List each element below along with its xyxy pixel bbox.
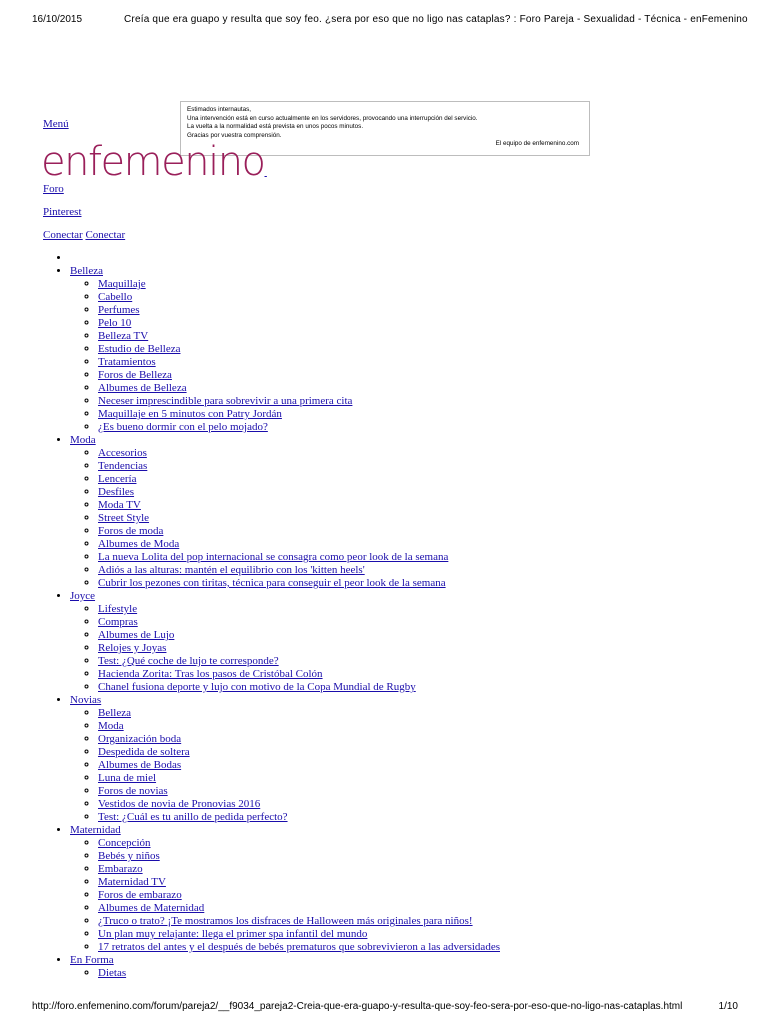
nav-subsection-link[interactable]: Foros de Belleza (98, 369, 172, 381)
nav-subsection-link[interactable]: Maquillaje en 5 minutos con Patry Jordán (98, 408, 282, 420)
nav-subsection-link[interactable]: Albumes de Lujo (98, 629, 175, 641)
nav-subsection-item (98, 330, 743, 343)
connect-link[interactable]: Conectar (85, 229, 126, 241)
nav-subsection-item (98, 655, 743, 668)
nav-subsection-item (98, 317, 743, 330)
nav-subsection-link[interactable]: Test: ¿Qué coche de lujo te corresponde? (98, 655, 279, 667)
nav-subsection-link[interactable]: Neceser imprescindible para sobrevivir a una primera cita (98, 395, 353, 407)
nav-subsection-item (98, 421, 743, 434)
nav-subsection-link[interactable]: Hacienda Zorita: Tras los pasos de Cristóbal Colón (98, 668, 323, 680)
nav-subsection-link[interactable]: Cabello (98, 291, 133, 303)
nav-subsection-item (98, 551, 743, 564)
foro-link[interactable]: Foro (43, 183, 64, 195)
nav-subsection-item (98, 499, 743, 512)
logo-text: enfemenino (41, 139, 265, 185)
nav-subsection-link[interactable]: Belleza (98, 707, 131, 719)
nav-subsection-item (98, 876, 743, 889)
nav-subsection-link[interactable]: Un plan muy relajante: llega el primer spa infantil del mundo (98, 928, 368, 940)
nav-subsection-link[interactable]: Foros de embarazo (98, 889, 182, 901)
nav-subsection-link[interactable]: Accesorios (98, 447, 147, 459)
nav-section-link[interactable]: En Forma (70, 954, 114, 966)
nav-subsection-link[interactable]: Moda TV (98, 499, 141, 511)
nav-subsection-list (70, 603, 743, 694)
nav-subsection-item (98, 850, 743, 863)
nav-section (70, 265, 743, 434)
nav-subsection-list (70, 278, 743, 434)
notice-line: Estimados internautas, (187, 106, 252, 113)
nav-subsection-item (98, 629, 743, 642)
menu-link[interactable]: Menú (43, 118, 69, 130)
nav-subsection-item (98, 408, 743, 421)
nav-subsection-list (70, 707, 743, 824)
nav-subsection-link[interactable]: Concepción (98, 837, 151, 849)
nav-subsection-link[interactable]: Relojes y Joyas (98, 642, 167, 654)
nav-section-link[interactable]: Belleza (70, 265, 103, 277)
nav-subsection-link[interactable]: Foros de moda (98, 525, 164, 537)
nav-subsection-item (98, 798, 743, 811)
nav-subsection-item (98, 785, 743, 798)
nav-subsection-item (98, 928, 743, 941)
nav-subsection-item (98, 577, 743, 590)
nav-section-link[interactable]: Joyce (70, 590, 96, 602)
nav-subsection-link[interactable]: Street Style (98, 512, 150, 524)
site-logo[interactable] (41, 140, 267, 184)
nav-subsection-link[interactable]: Albumes de Belleza (98, 382, 187, 394)
page-number: 1/10 (718, 1001, 738, 1012)
nav-subsection-list (70, 837, 743, 954)
nav-subsection-link[interactable]: Belleza TV (98, 330, 149, 342)
nav-subsection-item (98, 720, 743, 733)
nav-subsection-item (98, 668, 743, 681)
nav-subsection-link[interactable]: Vestidos de novia de Pronovias 2016 (98, 798, 261, 810)
nav-subsection-item (98, 278, 743, 291)
nav-section (70, 954, 743, 980)
nav-subsection-link[interactable]: Maquillaje (98, 278, 146, 290)
nav-subsection-link[interactable]: Maternidad TV (98, 876, 166, 888)
nav-subsection-link[interactable]: Albumes de Maternidad (98, 902, 205, 914)
nav-section-link[interactable]: Maternidad (70, 824, 121, 836)
nav-section (70, 590, 743, 694)
notice-line: Una intervención está en curso actualmente en los servidores, provocando una interrupción del servicio. (187, 114, 478, 122)
nav-subsection-link[interactable]: Tendencias (98, 460, 148, 472)
category-list (43, 252, 743, 980)
nav-subsection-item (98, 538, 743, 551)
notice-line: La vuelta a la normalidad está prevista en unos pocos minutos. (187, 123, 364, 131)
nav-subsection-item (98, 395, 743, 408)
nav-subsection-link[interactable]: Bebés y niños (98, 850, 160, 862)
nav-subsection-link[interactable]: Despedida de soltera (98, 746, 190, 758)
page-url: http://foro.enfemenino.com/forum/pareja2/__f9034_pareja2-Creia-que-era-guapo-y-resulta-que-soy-feo-sera-por-eso-que-no-ligo-nas-cataplas.html (32, 1001, 683, 1012)
nav-subsection-item (98, 603, 743, 616)
nav-subsection-link[interactable]: Albumes de Bodas (98, 759, 182, 771)
notice-signature: El equipo de enfemenino.com (495, 140, 579, 148)
nav-section (70, 434, 743, 590)
nav-subsection-link[interactable]: Chanel fusiona deporte y lujo con motivo de la Copa Mundial de Rugby (98, 681, 416, 693)
nav-subsection-link[interactable]: Adiós a las alturas: mantén el equilibrio con los 'kitten heels' (98, 564, 365, 576)
nav-subsection-item (98, 837, 743, 850)
nav-subsection-item (98, 707, 743, 720)
nav-subsection-link[interactable]: Pelo 10 (98, 317, 132, 329)
nav-subsection-item (98, 343, 743, 356)
nav-subsection-item (98, 291, 743, 304)
nav-subsection-link[interactable]: Dietas (98, 967, 127, 979)
nav-subsection-item (98, 733, 743, 746)
notice-line: Gracias por vuestra comprensión. (187, 131, 282, 139)
nav-subsection-item (98, 447, 743, 460)
nav-subsection-item (98, 564, 743, 577)
nav-subsection-link[interactable]: Albumes de Moda (98, 538, 180, 550)
nav-subsection-item (98, 486, 743, 499)
nav-subsection-item (98, 642, 743, 655)
nav-subsection-link[interactable]: Embarazo (98, 863, 143, 875)
category-nav (43, 252, 743, 980)
pinterest-link[interactable]: Pinterest (43, 206, 82, 218)
nav-section (70, 252, 743, 265)
nav-subsection-item (98, 941, 743, 954)
nav-subsection-item (98, 772, 743, 785)
nav-subsection-item (98, 902, 743, 915)
nav-subsection-item (98, 473, 743, 486)
nav-subsection-item (98, 369, 743, 382)
nav-subsection-link[interactable]: Test: ¿Cuál es tu anillo de pedida perfecto? (98, 811, 288, 823)
nav-subsection-link[interactable]: La nueva Lolita del pop internacional se consagra como peor look de la semana (98, 551, 449, 563)
nav-section-link[interactable]: Novias (70, 694, 102, 706)
nav-section-link[interactable]: Moda (70, 434, 96, 446)
nav-subsection-link[interactable]: ¿Truco o trato? ¡Te mostramos los disfraces de Halloween más originales para niños! (98, 915, 473, 927)
nav-subsection-link[interactable]: Lencería (98, 473, 137, 485)
nav-subsection-item (98, 967, 743, 980)
nav-subsection-item (98, 616, 743, 629)
nav-subsection-link[interactable]: Desfiles (98, 486, 135, 498)
nav-subsection-link[interactable]: Estudio de Belleza (98, 343, 181, 355)
nav-section (70, 824, 743, 954)
nav-subsection-link[interactable]: Cubrir los pezones con tiritas, técnica para conseguir el peor look de la semana (98, 577, 446, 589)
nav-subsection-link[interactable]: ¿Es bueno dormir con el pelo mojado? (98, 421, 268, 433)
connect-link[interactable]: Conectar (43, 229, 83, 241)
page-title: Creía que era guapo y resulta que soy feo. ¿sera por eso que no ligo nas cataplas? : Foro Pareja - Sexualidad - Técnica - enFemenino (124, 14, 748, 25)
nav-subsection-item (98, 304, 743, 317)
nav-subsection-link[interactable]: Lifestyle (98, 603, 138, 615)
nav-subsection-link[interactable]: Tratamientos (98, 356, 156, 368)
nav-subsection-item (98, 863, 743, 876)
nav-subsection-item (98, 460, 743, 473)
nav-subsection-item (98, 889, 743, 902)
nav-section (70, 694, 743, 824)
nav-subsection-item (98, 759, 743, 772)
nav-subsection-item (98, 382, 743, 395)
login-links (43, 229, 125, 241)
nav-subsection-item (98, 811, 743, 824)
nav-subsection-list (70, 967, 743, 980)
nav-subsection-link[interactable]: Perfumes (98, 304, 140, 316)
nav-subsection-link[interactable]: Compras (98, 616, 138, 628)
nav-subsection-link[interactable]: Foros de novias (98, 785, 168, 797)
nav-subsection-item (98, 512, 743, 525)
nav-subsection-link[interactable]: 17 retratos del antes y el después de bebés prematuros que sobrevivieron a las adversidades (98, 941, 500, 953)
nav-subsection-item (98, 681, 743, 694)
nav-subsection-item (98, 915, 743, 928)
nav-subsection-item (98, 746, 743, 759)
nav-subsection-list (70, 447, 743, 590)
nav-subsection-link[interactable]: Luna de miel (98, 772, 157, 784)
nav-subsection-item (98, 356, 743, 369)
print-date: 16/10/2015 (32, 14, 83, 25)
logo-underline (265, 164, 267, 178)
nav-subsection-link[interactable]: Moda (98, 720, 124, 732)
nav-subsection-link[interactable]: Organización boda (98, 733, 182, 745)
nav-subsection-item (98, 525, 743, 538)
